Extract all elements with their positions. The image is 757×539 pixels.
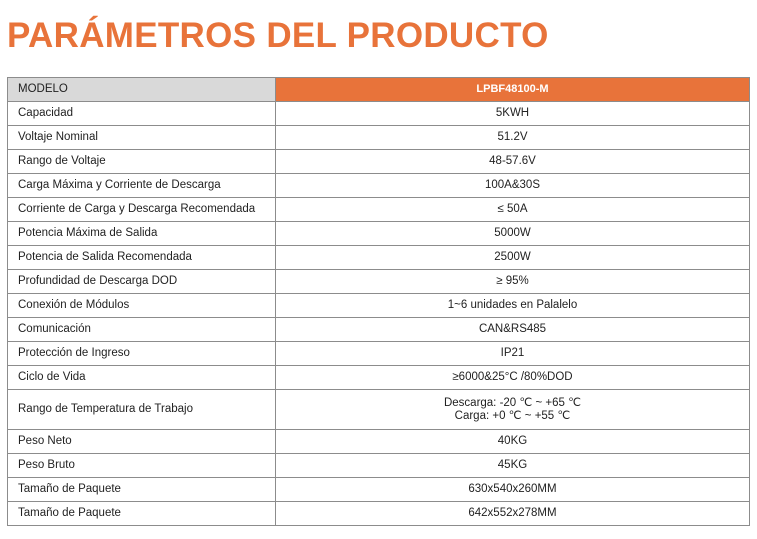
table-row <box>8 502 750 526</box>
row-value: 5KWH <box>276 102 750 126</box>
table-row <box>8 342 750 366</box>
row-label: Comunicación <box>8 318 276 342</box>
charge-range-text: Carga: +0 ℃ ~ +55 ℃ <box>454 409 571 422</box>
row-label: Rango de Voltaje <box>8 150 276 174</box>
table-row <box>8 430 750 454</box>
row-value: 642x552x278MM <box>276 502 750 526</box>
row-value: 48-57.6V <box>276 150 750 174</box>
row-label: Ciclo de Vida <box>8 366 276 390</box>
row-value: 40KG <box>276 430 750 454</box>
table-row <box>8 198 750 222</box>
row-value: 100A&30S <box>276 174 750 198</box>
table-row <box>8 246 750 270</box>
row-value: IP21 <box>276 342 750 366</box>
header-label-cell: MODELO <box>8 78 276 102</box>
table-row <box>8 126 750 150</box>
row-label: Tamaño de Paquete <box>8 502 276 526</box>
table-header-row <box>8 78 750 102</box>
row-value: 2500W <box>276 246 750 270</box>
table-row <box>8 318 750 342</box>
row-label: Conexión de Módulos <box>8 294 276 318</box>
row-label: Profundidad de Descarga DOD <box>8 270 276 294</box>
row-value: 45KG <box>276 454 750 478</box>
table-row <box>8 390 750 430</box>
page-title: PARÁMETROS DEL PRODUCTO <box>7 16 549 55</box>
row-value: 630x540x260MM <box>276 478 750 502</box>
row-label: Voltaje Nominal <box>8 126 276 150</box>
row-value: 51.2V <box>276 126 750 150</box>
row-value: ≤ 50A <box>276 198 750 222</box>
row-value: 1~6 unidades en Palalelo <box>276 294 750 318</box>
table-row <box>8 222 750 246</box>
table-row <box>8 270 750 294</box>
row-value: ≥6000&25°C /80%DOD <box>276 366 750 390</box>
table-row <box>8 174 750 198</box>
row-label: Peso Neto <box>8 430 276 454</box>
row-value: CAN&RS485 <box>276 318 750 342</box>
row-value: ≥ 95% <box>276 270 750 294</box>
table-row <box>8 366 750 390</box>
spec-table <box>7 77 750 526</box>
table-row <box>8 102 750 126</box>
table-row <box>8 150 750 174</box>
discharge-range-text: Descarga: -20 ℃ ~ +65 ℃ <box>443 396 582 409</box>
header-model-cell: LPBF48100-M <box>276 78 750 102</box>
row-label: Carga Máxima y Corriente de Descarga <box>8 174 276 198</box>
row-label: Protección de Ingreso <box>8 342 276 366</box>
row-label: Potencia de Salida Recomendada <box>8 246 276 270</box>
table-row <box>8 294 750 318</box>
table-row <box>8 478 750 502</box>
row-label: Potencia Máxima de Salida <box>8 222 276 246</box>
row-label: Peso Bruto <box>8 454 276 478</box>
table-row <box>8 454 750 478</box>
row-label: Rango de Temperatura de Trabajo <box>8 390 276 430</box>
row-label: Corriente de Carga y Descarga Recomendada <box>8 198 276 222</box>
row-value <box>276 390 750 430</box>
row-label: Tamaño de Paquete <box>8 478 276 502</box>
row-value: 5000W <box>276 222 750 246</box>
row-label: Capacidad <box>8 102 276 126</box>
